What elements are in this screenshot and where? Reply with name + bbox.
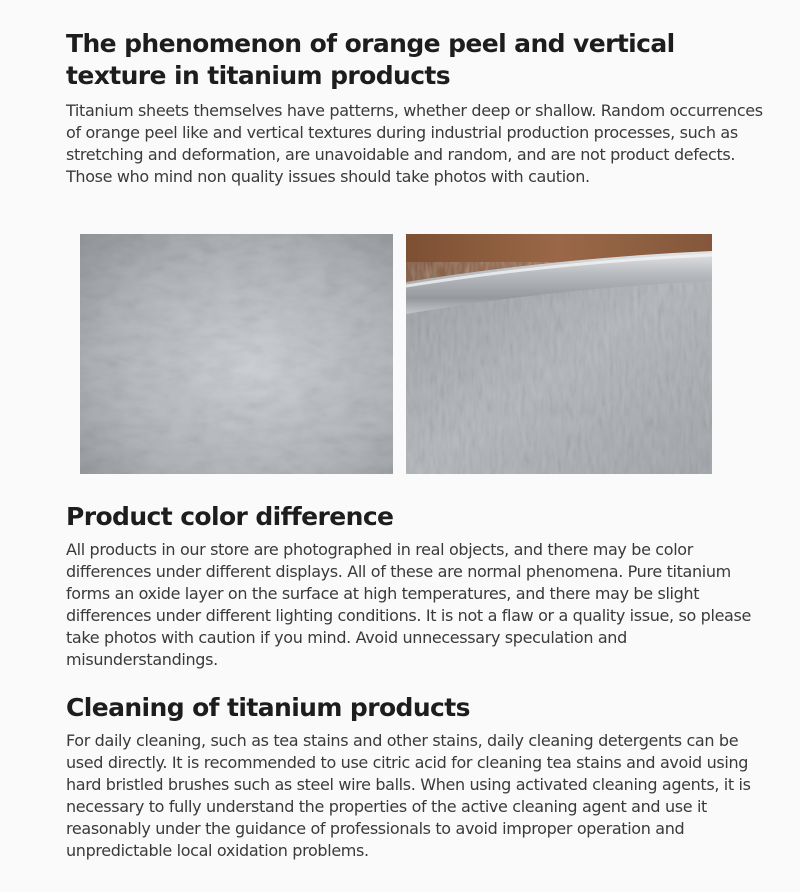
cleaning-section — [66, 691, 766, 862]
texture-section-title: The phenomenon of orange peel and vertical texture in titanium products — [66, 29, 675, 90]
cleaning-title: Cleaning of titanium products — [66, 693, 470, 722]
cleaning-body: For daily cleaning, such as tea stains and other stains, daily cleaning detergents can be used directly. It is recommended to use citric acid for cleaning tea stains and avoid using hard bristled brushes such as steel wire balls. When using activated cleaning agents, it is necessary to fully understand the properties of the active cleaning agent and use it reasonably under the guidance of professionals to avoid improper operation and unpredictable local oxidation problems. — [66, 731, 751, 860]
color-difference-section — [66, 500, 766, 671]
texture-section — [66, 28, 766, 188]
color-difference-body: All products in our store are photographed in real objects, and there may be color differences under different displays. All of these are normal phenomena. Pure titanium forms an oxide layer on the surface at high temperatures, and there may be slight differences under different lighting conditions. It is not a flaw or a quality issue, so please take photos with caution if you mind. Avoid unnecessary speculation and misunderstandings. — [66, 540, 751, 669]
texture-section-body: Titanium sheets themselves have patterns, whether deep or shallow. Random occurrences of orange peel like and vertical textures during industrial production processes, such as stretching and deformation, are unavoidable and random, and are not product defects. Those who mind non quality issues should take photos with caution. — [66, 101, 763, 186]
vertical-texture-rim-photo — [406, 234, 712, 474]
color-difference-title: Product color difference — [66, 502, 394, 531]
orange-peel-texture-photo — [80, 234, 393, 474]
